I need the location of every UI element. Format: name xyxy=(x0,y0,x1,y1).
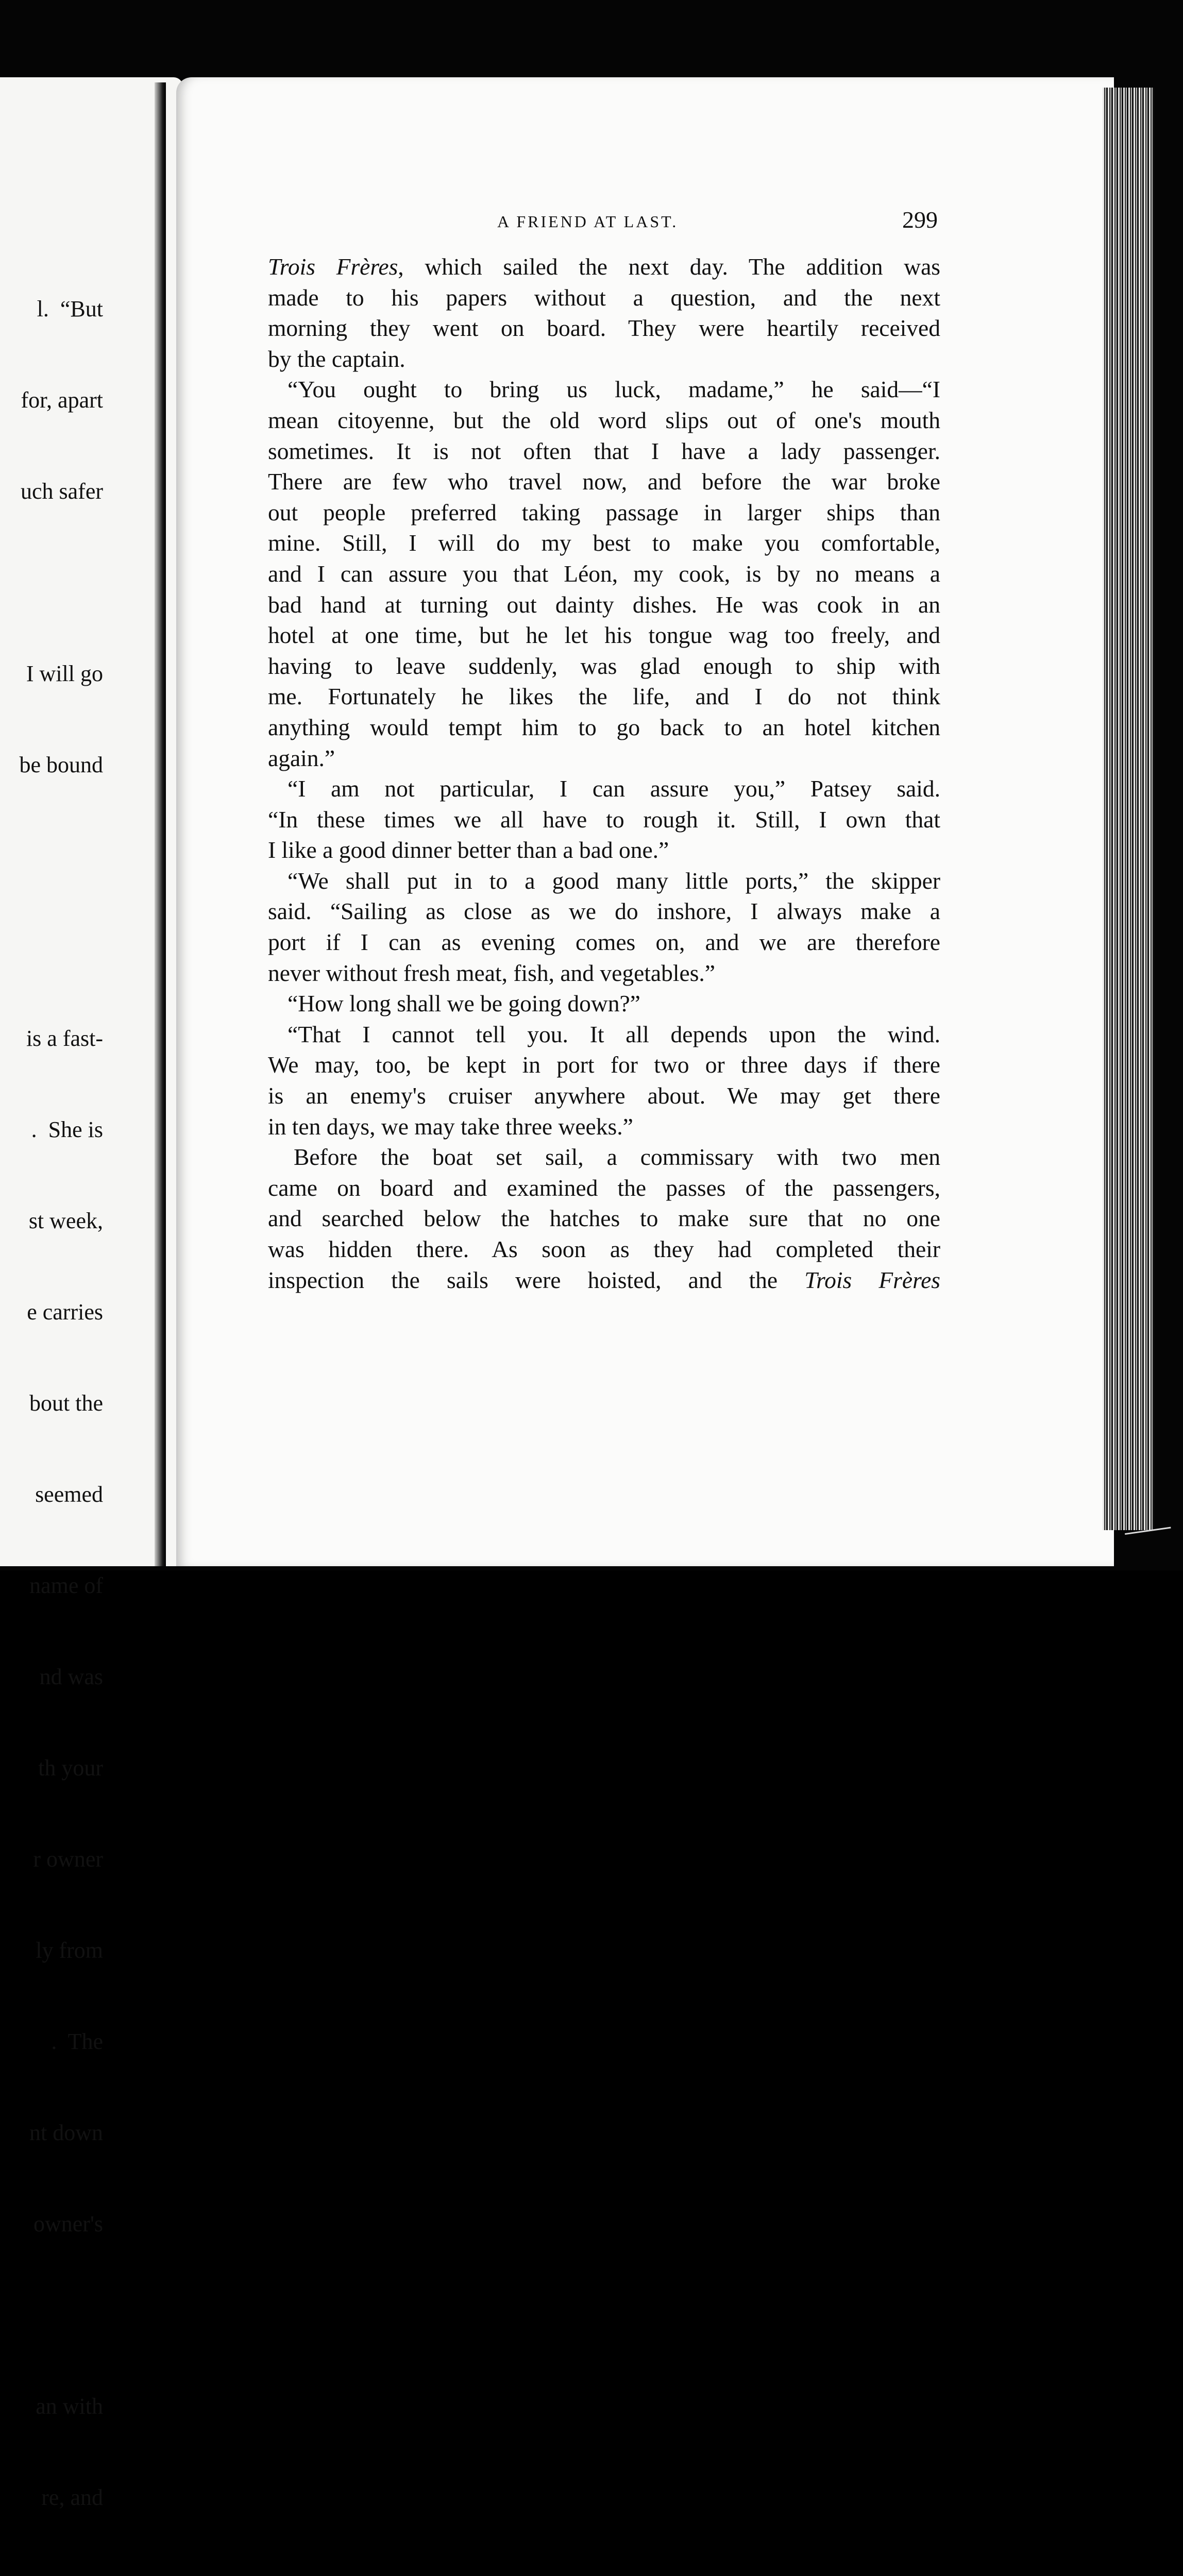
text-line: anything would tempt him to go back to an hotel kitchen xyxy=(268,714,940,740)
text-line: “We shall put in to a good many little ports,” the skipper xyxy=(288,867,940,894)
text-line: and searched below the hatches to make sure that no one xyxy=(268,1205,940,1232)
book-gutter xyxy=(155,82,166,1566)
text-line: never without fresh meat, fish, and vegetables.” xyxy=(268,959,715,986)
text-line: Before the boat set sail, a commissary with two men xyxy=(294,1144,940,1171)
body-text xyxy=(268,251,940,1295)
left-line xyxy=(0,567,103,598)
text-line: by the captain. xyxy=(268,345,405,372)
left-line: bout the xyxy=(29,1391,103,1416)
left-line: re, and xyxy=(41,2485,103,2510)
text-line: “You ought to bring us luck, madame,” he said—“I xyxy=(288,376,940,403)
text-line: There are few who travel now, and before the war broke xyxy=(268,468,940,495)
text-line: was hidden there. As soon as they had completed their xyxy=(268,1236,940,1262)
left-line: . The xyxy=(51,2029,103,2054)
text-line: mine. Still, I will do my best to make you comfortable, xyxy=(268,530,940,556)
left-line: l. “But xyxy=(37,296,103,321)
text-line: out people preferred taking passage in larger ships than xyxy=(268,499,940,526)
text-line: “In these times we all have to rough it. Still, I own that xyxy=(268,806,940,833)
text-line: came on board and examined the passes of the passengers, xyxy=(268,1174,940,1201)
text-line: “That I cannot tell you. It all depends upon the wind. xyxy=(288,1021,940,1047)
left-line: . She is xyxy=(31,1117,103,1142)
text-line: hotel at one time, but he let his tongue wag too freely, and xyxy=(268,622,940,649)
left-line: ly from xyxy=(36,1938,103,1963)
left-line: an with xyxy=(36,2394,103,2419)
left-page-text xyxy=(0,233,103,2576)
left-line xyxy=(0,841,103,871)
left-line: e carries xyxy=(27,1299,103,1325)
text-line: having to leave suddenly, was glad enough to ship with xyxy=(268,652,940,679)
text-line: port if I can as evening comes on, and we are therefore xyxy=(268,929,940,956)
left-line: st week, xyxy=(28,1208,103,1233)
ship-name: Trois Frères xyxy=(268,253,398,280)
left-line: name of xyxy=(29,1573,103,1598)
left-line: I will go xyxy=(26,661,103,686)
page-number: 299 xyxy=(902,207,938,233)
text-line: “I am not particular, I can assure you,” Patsey said. xyxy=(288,775,940,802)
left-line: seemed xyxy=(35,1482,103,1507)
text-line: morning they went on board. They were heartily received xyxy=(268,315,940,342)
text-line: mean citoyenne, but the old word slips out of one's mouth xyxy=(268,406,940,433)
left-line xyxy=(0,932,103,962)
text-line: We may, too, be kept in port for two or three days if there xyxy=(268,1052,940,1078)
text-line: said. “Sailing as close as we do inshore, I always make a xyxy=(268,898,940,925)
page-header xyxy=(278,206,938,237)
left-line: th your xyxy=(38,1755,103,1781)
text-line: “How long shall we be going down?” xyxy=(288,990,640,1017)
left-line xyxy=(0,2573,103,2576)
left-line: nt down xyxy=(29,2120,103,2145)
left-line: nd was xyxy=(39,1664,103,1689)
text-line: is an enemy's cruiser anywhere about. We may get there xyxy=(268,1082,940,1109)
left-line: is a fast- xyxy=(26,1026,103,1051)
page-edges xyxy=(1103,88,1154,1530)
left-line: uch safer xyxy=(20,479,103,504)
text-line: inspection the sails were hoisted, and the Trois Frères xyxy=(268,1266,940,1293)
running-head: A FRIEND AT LAST. xyxy=(497,212,679,231)
text-line: bad hand at turning out dainty dishes. He was cook in an xyxy=(268,591,940,618)
left-line: for, apart xyxy=(21,387,103,413)
text-line: me. Fortunately he likes the life, and I do not think xyxy=(268,683,940,710)
text-line: again.” xyxy=(268,744,335,771)
text-line: sometimes. It is not often that I have a lady passenger. xyxy=(268,437,940,464)
text-line: in ten days, we may take three weeks.” xyxy=(268,1113,633,1140)
left-line: r owner xyxy=(33,1846,103,1872)
ship-name: Trois Frères xyxy=(804,1266,940,1293)
text-line: and I can assure you that Léon, my cook, is by no means a xyxy=(268,560,940,587)
left-line: owner's xyxy=(33,2211,103,2236)
text-line: Trois Frères, which sailed the next day. The addition was xyxy=(268,253,940,280)
text-line: made to his papers without a question, and the next xyxy=(268,284,940,311)
left-line: be bound xyxy=(19,752,103,777)
left-line xyxy=(0,2300,103,2330)
text-line: I like a good dinner better than a bad one.” xyxy=(268,837,669,863)
